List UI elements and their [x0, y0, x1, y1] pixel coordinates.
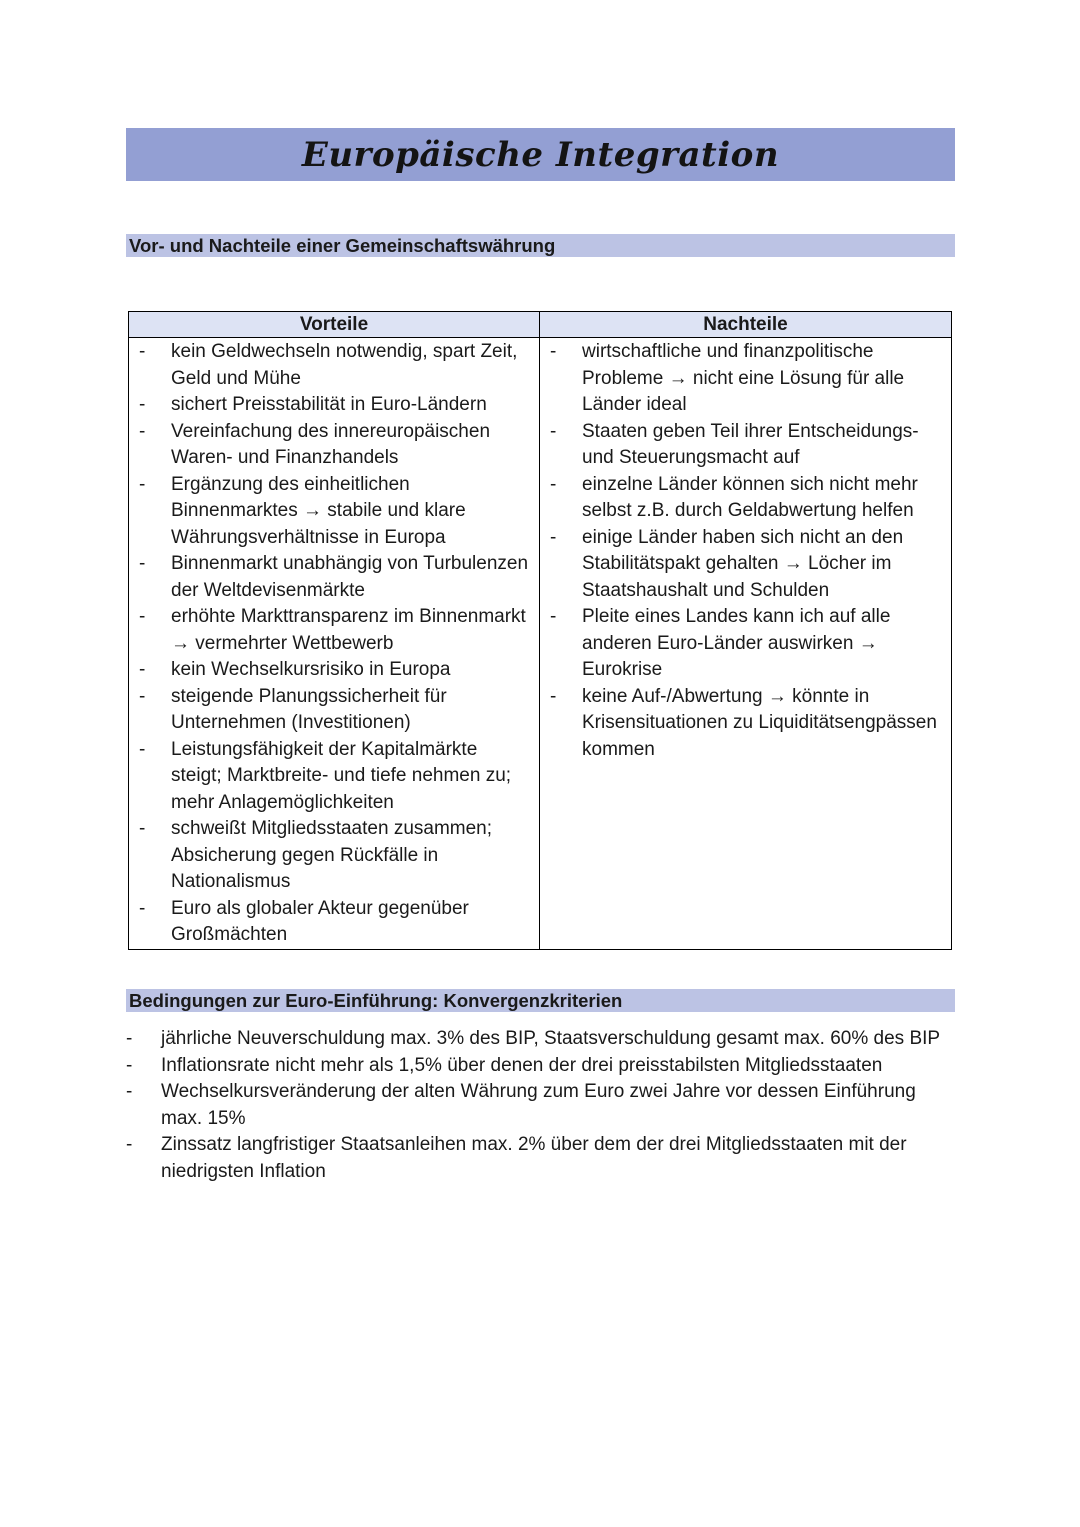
pros-header: Vorteile [129, 312, 539, 338]
pro-item: - Vereinfachung des innereuropäischen Waren- und Finanzhandels [129, 419, 539, 472]
pro-item: - steigende Planungssicherheit für Unternehmen (Investitionen) [129, 684, 539, 737]
pro-item: - Binnenmarkt unabhängig von Turbulenzen der Weltdevisenmärkte [129, 551, 539, 604]
pros-cons-table [128, 311, 952, 950]
title-banner [126, 128, 955, 181]
pro-item: - kein Geldwechseln notwendig, spart Zeit, Geld und Mühe [129, 339, 539, 392]
con-item: - Pleite eines Landes kann ich auf alle anderen Euro-Länder auswirken → Eurokrise [540, 604, 951, 684]
section-heading-criteria: Bedingungen zur Euro-Einführung: Konvergenzkriterien [126, 989, 955, 1012]
criteria-list [126, 1026, 954, 1185]
con-item: - wirtschaftliche und finanzpolitische Probleme → nicht eine Lösung für alle Länder ideal [540, 339, 951, 419]
cons-list [540, 338, 951, 763]
criterion-item: - Inflationsrate nicht mehr als 1,5% über denen der drei preisstabilsten Mitgliedsstaaten [126, 1053, 954, 1080]
con-item: - keine Auf-/Abwertung → könnte in Krisensituationen zu Liquiditätsengpässen kommen [540, 684, 951, 764]
pros-list [129, 338, 539, 949]
section-heading-pros-cons: Vor- und Nachteile einer Gemeinschaftswährung [126, 234, 955, 257]
pro-item: - schweißt Mitgliedsstaaten zusammen; Absicherung gegen Rückfälle in Nationalismus [129, 816, 539, 896]
con-item: - einzelne Länder können sich nicht mehr selbst z.B. durch Geldabwertung helfen [540, 472, 951, 525]
con-item: - Staaten geben Teil ihrer Entscheidungs- und Steuerungsmacht auf [540, 419, 951, 472]
pro-item: - kein Wechselkursrisiko in Europa [129, 657, 539, 684]
pro-item: - Leistungsfähigkeit der Kapitalmärkte steigt; Marktbreite- und tiefe nehmen zu; mehr Anlagemöglichkeiten [129, 737, 539, 817]
criterion-item: - jährliche Neuverschuldung max. 3% des BIP, Staatsverschuldung gesamt max. 60% des BIP [126, 1026, 954, 1053]
pro-item: - sichert Preisstabilität in Euro-Ländern [129, 392, 539, 419]
cons-header: Nachteile [540, 312, 951, 338]
pro-item: - erhöhte Markttransparenz im Binnenmarkt → vermehrter Wettbewerb [129, 604, 539, 657]
criterion-item: - Zinssatz langfristiger Staatsanleihen max. 2% über dem der drei Mitgliedsstaaten mit der niedrigsten Inflation [126, 1132, 954, 1185]
cons-column [540, 312, 951, 949]
pro-item: - Ergänzung des einheitlichen Binnenmarktes → stabile und klare Währungsverhältnisse in Europa [129, 472, 539, 552]
con-item: - einige Länder haben sich nicht an den Stabilitätspakt gehalten → Löcher im Staatshaushalt und Schulden [540, 525, 951, 605]
page-title: Europäische Integration [301, 134, 780, 175]
criterion-item: - Wechselkursveränderung der alten Währung zum Euro zwei Jahre vor dessen Einführung max. 15% [126, 1079, 954, 1132]
pro-item: - Euro als globaler Akteur gegenüber Großmächten [129, 896, 539, 949]
pros-column [129, 312, 540, 949]
